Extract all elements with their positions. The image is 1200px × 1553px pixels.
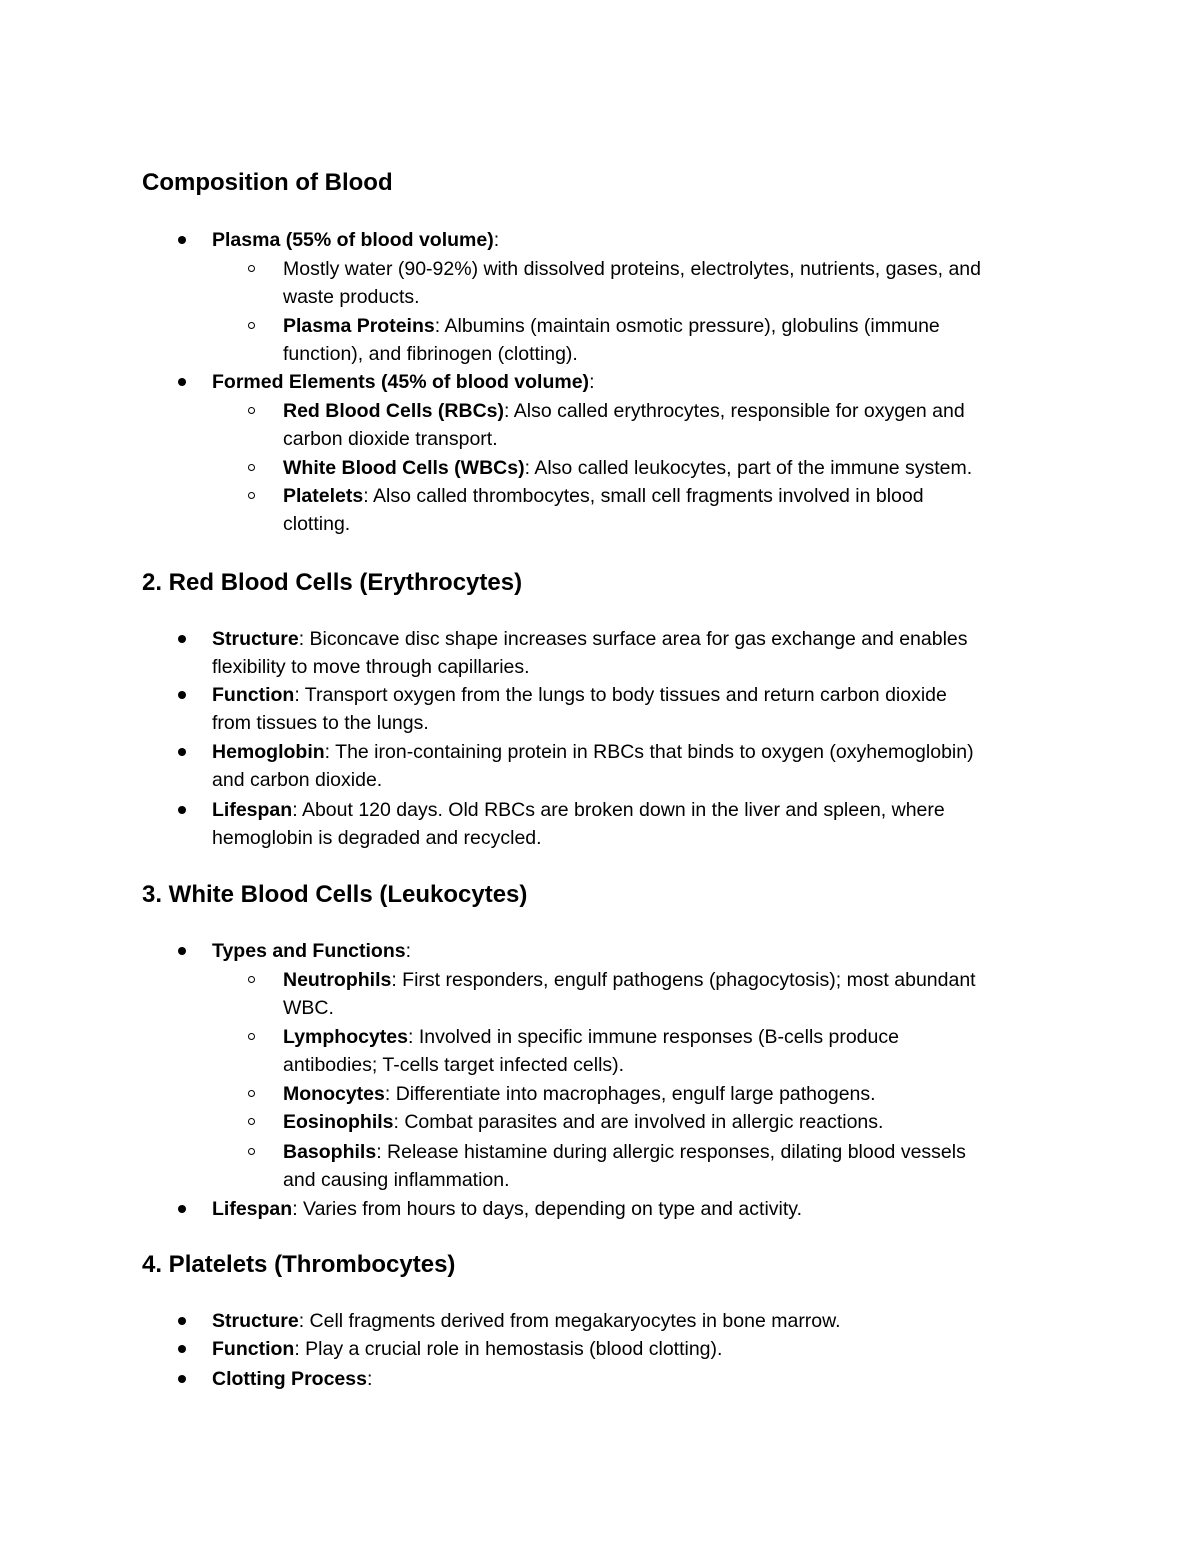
bullet-disc bbox=[178, 1317, 186, 1325]
bullet-disc bbox=[178, 1375, 186, 1383]
bullet-circle bbox=[248, 1090, 255, 1097]
list-item-plasma bbox=[212, 226, 499, 254]
bullet-disc bbox=[178, 748, 186, 756]
item-label: Basophils bbox=[283, 1141, 377, 1163]
item-label: Monocytes bbox=[283, 1083, 385, 1105]
list-item-clotting-process bbox=[212, 1365, 372, 1393]
item-label: Function bbox=[212, 1338, 295, 1360]
list-item-lifespan bbox=[212, 796, 945, 824]
item-label: Eosinophils bbox=[283, 1111, 394, 1133]
bullet-disc bbox=[178, 1205, 186, 1213]
list-item-lifespan bbox=[212, 1195, 802, 1223]
item-label: White Blood Cells (WBCs) bbox=[283, 457, 525, 479]
section-heading-red-blood-cells: 2. Red Blood Cells (Erythrocytes) bbox=[142, 569, 523, 596]
list-item-types-functions bbox=[212, 937, 411, 965]
list-item-continuation: from tissues to the lungs. bbox=[212, 712, 429, 734]
item-label: Lifespan bbox=[212, 799, 293, 821]
item-text: : bbox=[366, 1368, 373, 1390]
list-item-neutrophils bbox=[283, 966, 976, 994]
list-item-plasma-proteins bbox=[283, 312, 940, 340]
item-label: Neutrophils bbox=[283, 969, 392, 991]
bullet-circle bbox=[248, 1033, 255, 1040]
item-label: Formed Elements (45% of blood volume) bbox=[212, 371, 590, 393]
item-text: : Transport oxygen from the lungs to body tissues and return carbon dioxide bbox=[294, 684, 947, 706]
bullet-disc bbox=[178, 947, 186, 955]
list-item-continuation: carbon dioxide transport. bbox=[283, 428, 498, 450]
section-heading-white-blood-cells: 3. White Blood Cells (Leukocytes) bbox=[142, 881, 528, 908]
section-heading-composition: Composition of Blood bbox=[142, 169, 393, 196]
item-label: Plasma Proteins bbox=[283, 315, 435, 337]
bullet-circle bbox=[248, 407, 255, 414]
item-text: : Albumins (maintain osmotic pressure), globulins (immune bbox=[434, 315, 940, 337]
section-heading-platelets: 4. Platelets (Thrombocytes) bbox=[142, 1251, 456, 1278]
list-item-hemoglobin bbox=[212, 738, 974, 766]
list-item-formed-elements bbox=[212, 368, 594, 396]
bullet-disc bbox=[178, 806, 186, 814]
bullet-circle bbox=[248, 265, 255, 272]
bullet-circle bbox=[248, 464, 255, 471]
list-item-function bbox=[212, 681, 947, 709]
item-label: Structure bbox=[212, 1310, 299, 1332]
item-text: : Also called leukocytes, part of the immune system. bbox=[524, 457, 973, 479]
item-text: : The iron-containing protein in RBCs that binds to oxygen (oxyhemoglobin) bbox=[324, 741, 974, 763]
item-label: Function bbox=[212, 684, 295, 706]
list-item-plasma-water: Mostly water (90-92%) with dissolved proteins, electrolytes, nutrients, gases, and bbox=[283, 258, 981, 280]
list-item-continuation: function), and fibrinogen (clotting). bbox=[283, 343, 578, 365]
bullet-disc bbox=[178, 236, 186, 244]
list-item-platelets bbox=[283, 482, 924, 510]
list-item-continuation: flexibility to move through capillaries. bbox=[212, 656, 530, 678]
item-label: Red Blood Cells (RBCs) bbox=[283, 400, 505, 422]
bullet-disc bbox=[178, 378, 186, 386]
list-item-function bbox=[212, 1335, 722, 1363]
item-text: : Involved in specific immune responses (B-cells produce bbox=[407, 1026, 899, 1048]
bullet-circle bbox=[248, 1118, 255, 1125]
bullet-circle bbox=[248, 976, 255, 983]
item-text: : Also called erythrocytes, responsible for oxygen and bbox=[504, 400, 965, 422]
list-item-continuation: hemoglobin is degraded and recycled. bbox=[212, 827, 542, 849]
item-text: : bbox=[405, 940, 411, 962]
item-text: : Varies from hours to days, depending on type and activity. bbox=[292, 1198, 802, 1220]
item-text: : Play a crucial role in hemostasis (blood clotting). bbox=[294, 1338, 723, 1360]
list-item-continuation: and causing inflammation. bbox=[283, 1169, 510, 1191]
item-label: Hemoglobin bbox=[212, 741, 325, 763]
item-text: : Also called thrombocytes, small cell fragments involved in blood bbox=[363, 485, 924, 507]
list-item-continuation: waste products. bbox=[283, 286, 420, 308]
bullet-disc bbox=[178, 691, 186, 699]
item-label: Plasma (55% of blood volume) bbox=[212, 229, 494, 251]
item-text: : Release histamine during allergic responses, dilating blood vessels bbox=[376, 1141, 966, 1163]
list-item-continuation: and carbon dioxide. bbox=[212, 769, 383, 791]
item-label: Lifespan bbox=[212, 1198, 293, 1220]
item-text: : Biconcave disc shape increases surface area for gas exchange and enables bbox=[298, 628, 968, 650]
item-label: Clotting Process bbox=[212, 1368, 367, 1390]
item-label: Platelets bbox=[283, 485, 364, 507]
bullet-disc bbox=[178, 635, 186, 643]
list-item-continuation: antibodies; T-cells target infected cells). bbox=[283, 1054, 625, 1076]
item-label: Structure bbox=[212, 628, 299, 650]
list-item-lymphocytes bbox=[283, 1023, 899, 1051]
item-text: : Combat parasites and are involved in allergic reactions. bbox=[393, 1111, 884, 1133]
list-item-continuation: WBC. bbox=[283, 997, 334, 1019]
list-item-wbc bbox=[283, 454, 972, 482]
list-item-rbc bbox=[283, 397, 965, 425]
list-item-structure bbox=[212, 625, 968, 653]
list-item-monocytes bbox=[283, 1080, 876, 1108]
bullet-circle bbox=[248, 322, 255, 329]
item-text: : Cell fragments derived from megakaryocytes in bone marrow. bbox=[298, 1310, 841, 1332]
item-text: : First responders, engulf pathogens (phagocytosis); most abundant bbox=[391, 969, 976, 991]
list-item-structure bbox=[212, 1307, 841, 1335]
bullet-disc bbox=[178, 1345, 186, 1353]
item-label: Types and Functions bbox=[212, 940, 406, 962]
item-label: Lymphocytes bbox=[283, 1026, 408, 1048]
bullet-circle bbox=[248, 1148, 255, 1155]
item-text: : bbox=[493, 229, 500, 251]
list-item-basophils bbox=[283, 1138, 966, 1166]
item-text: : bbox=[589, 371, 595, 393]
item-text: : About 120 days. Old RBCs are broken down in the liver and spleen, where bbox=[292, 799, 945, 821]
list-item-continuation: clotting. bbox=[283, 513, 351, 535]
bullet-circle bbox=[248, 492, 255, 499]
list-item-eosinophils bbox=[283, 1108, 883, 1136]
item-text: : Differentiate into macrophages, engulf large pathogens. bbox=[384, 1083, 876, 1105]
